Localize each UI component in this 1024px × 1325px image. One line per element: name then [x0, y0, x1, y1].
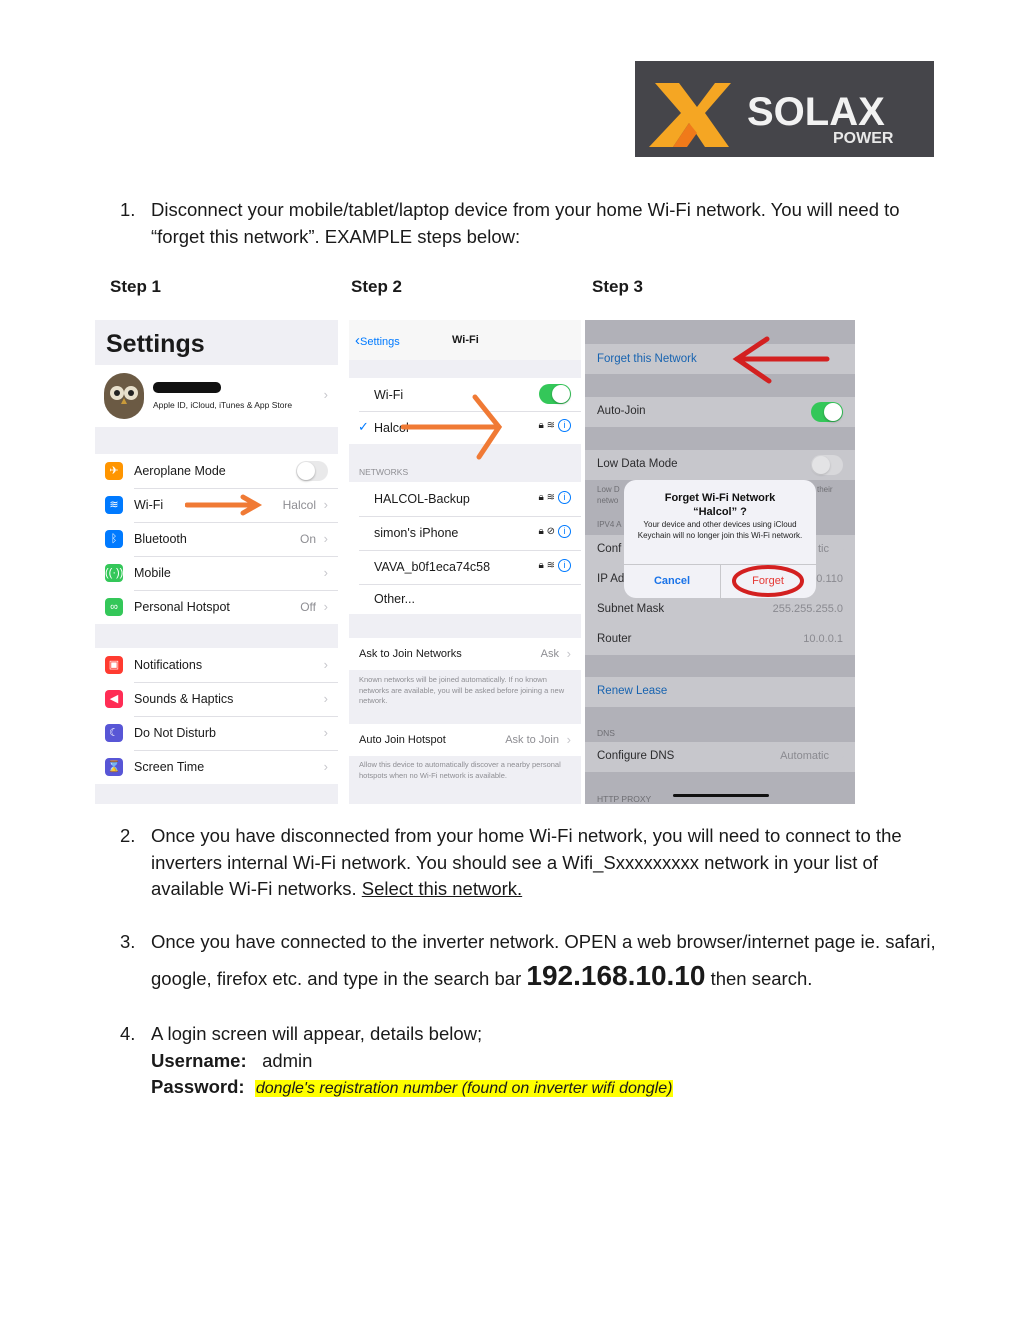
network-status-icons: 🔒︎ ≋ i	[539, 419, 571, 432]
list-number: 2.	[120, 825, 136, 846]
avatar	[104, 373, 144, 419]
row-label: Other...	[374, 592, 415, 606]
row-label: Low Data Mode	[597, 458, 678, 470]
row-label: Halcol	[374, 421, 409, 435]
renew-lease-link[interactable]: Renew Lease	[597, 685, 668, 697]
row-label: Aeroplane Mode	[134, 464, 226, 478]
low-data-row[interactable]	[585, 450, 855, 480]
password-label: Password:	[151, 1076, 245, 1097]
row-value: tic	[818, 543, 829, 555]
instruction-text: Once you have connected to the inverter network. OPEN a web browser/internet page ie. safari, google, firefox etc. and type in the search bar 192.168.10.10 then search.	[151, 931, 936, 991]
settings-row-notifications[interactable]	[95, 648, 338, 682]
forget-network-dialog	[624, 480, 816, 598]
info-icon[interactable]: i	[558, 491, 571, 504]
row-label: Screen Time	[134, 760, 205, 774]
info-icon[interactable]: i	[558, 525, 571, 538]
connected-network-row[interactable]	[349, 411, 581, 444]
row-value: 10.0.0.1	[803, 633, 843, 645]
row-label: Conf	[597, 543, 622, 555]
logo-sub-text: POWER	[833, 130, 894, 147]
row-label: Personal Hotspot	[134, 600, 230, 614]
auto-join-hotspot-note: Allow this device to automatically discover a nearby personal hotspots when no Wi-Fi network is available.	[359, 760, 561, 780]
wifi-icon: ≋	[105, 496, 123, 514]
password-line	[151, 1074, 950, 1103]
network-status-icons: 🔒︎ ⊘ i	[539, 525, 571, 538]
http-proxy-header: HTTP PROXY	[597, 794, 652, 804]
row-label: Notifications	[134, 658, 203, 672]
instruction-text: A login screen will appear, details below;	[151, 1023, 483, 1044]
network-row[interactable]	[349, 516, 581, 550]
obscured-text: Low D	[597, 485, 620, 494]
account-subtitle: Apple ID, iCloud, iTunes & App Store	[153, 400, 293, 410]
row-value: Ask to Join	[505, 734, 559, 746]
instruction-step-1	[120, 197, 950, 250]
wifi-screenshot	[349, 320, 581, 804]
redacted-name	[153, 382, 221, 393]
airplane-icon: ✈	[105, 462, 123, 480]
instruction-step-2	[120, 823, 950, 903]
wifi-toggle[interactable]	[539, 384, 571, 404]
ip-address: 192.168.10.10	[526, 960, 706, 991]
row-label: HALCOL-Backup	[374, 492, 470, 506]
row-value: Automatic	[780, 750, 829, 762]
chevron-right-icon: ›	[840, 749, 845, 764]
username-value: admin	[262, 1049, 313, 1071]
list-number: 3.	[120, 931, 136, 952]
orange-arrow-annotation	[185, 494, 267, 516]
row-label: Subnet Mask	[597, 603, 665, 615]
row-value: Halcol	[282, 498, 316, 512]
wifi-nav-bar	[349, 320, 581, 360]
hotspot-icon: ∞	[105, 598, 123, 616]
account-row[interactable]	[95, 365, 338, 427]
logo-brand-text: SOLAX	[747, 90, 885, 134]
hourglass-icon: ⌛	[105, 758, 123, 776]
dns-header: DNS	[597, 728, 615, 738]
settings-row-dnd[interactable]	[95, 716, 338, 750]
row-value: 0.110	[816, 573, 843, 585]
checkmark-icon: ✓	[358, 419, 369, 434]
auto-join-hotspot-row[interactable]	[349, 724, 581, 756]
chevron-right-icon: ›	[323, 691, 328, 706]
settings-row-mobile[interactable]	[95, 556, 338, 590]
router-row	[585, 625, 855, 655]
row-label: Configure DNS	[597, 750, 675, 762]
chevron-right-icon: ›	[323, 759, 328, 774]
row-label: Auto-Join	[597, 405, 646, 417]
password-value: dongle's registration number (found on inverter wifi dongle)	[255, 1080, 673, 1097]
instruction-step-3	[120, 929, 950, 996]
row-label: Ask to Join Networks	[359, 648, 462, 660]
red-arrow-annotation	[731, 335, 831, 387]
back-button[interactable]: ‹Settings	[355, 332, 400, 349]
info-icon[interactable]: i	[558, 559, 571, 572]
chevron-right-icon: ›	[323, 725, 328, 740]
step-1-label: Step 1	[110, 277, 162, 296]
auto-join-toggle[interactable]	[811, 402, 843, 422]
instruction-step-4	[120, 1021, 950, 1103]
subnet-row	[585, 595, 855, 625]
network-row-other[interactable]	[349, 584, 581, 614]
chevron-left-icon: ‹	[355, 332, 360, 349]
row-label: Sounds & Haptics	[134, 692, 234, 706]
network-row[interactable]	[349, 550, 581, 584]
row-value: Ask	[540, 648, 559, 660]
wifi-nav-title: Wi-Fi	[452, 334, 479, 346]
forget-network-row[interactable]	[585, 344, 855, 374]
red-circle-annotation	[730, 564, 806, 598]
home-indicator	[673, 794, 769, 797]
obscured-text: their	[817, 485, 833, 494]
username-line	[151, 1048, 950, 1075]
obscured-text: netwo	[597, 496, 619, 505]
speaker-icon: ◀	[105, 690, 123, 708]
row-label: Auto Join Hotspot	[359, 734, 446, 746]
settings-row-sounds[interactable]	[95, 682, 338, 716]
bluetooth-icon: ᛒ	[105, 530, 123, 548]
row-label: Mobile	[134, 566, 171, 580]
configure-dns-row[interactable]	[585, 742, 855, 772]
forget-network-link[interactable]: Forget this Network	[597, 353, 697, 365]
chevron-right-icon: ›	[323, 657, 328, 672]
chevron-right-icon: ›	[323, 497, 328, 512]
row-label: Wi-Fi	[134, 498, 164, 512]
instruction-text: Once you have disconnected from your home Wi-Fi network, you will need to connect to the inverters internal Wi-Fi network. You should see a Wifi_Sxxxxxxxxx network in your list of available Wi-Fi networks. Select this network.	[151, 825, 902, 899]
chevron-right-icon: ›	[323, 599, 328, 614]
network-status-icons: 🔒︎ ≋ i	[539, 491, 571, 504]
dialog-message: Your device and other devices using iCloud Keychain will no longer join this Wi-Fi network.	[637, 520, 803, 540]
row-label: Bluetooth	[134, 532, 187, 546]
ask-to-join-note: Known networks will be joined automatically. If no known networks are available, you will be asked before joining a new network.	[359, 675, 565, 705]
auto-join-row[interactable]	[585, 397, 855, 427]
settings-title: Settings	[106, 330, 205, 358]
solax-logo	[635, 61, 934, 157]
select-network-link[interactable]: Select this network.	[361, 878, 523, 899]
row-label: VAVA_b0f1eca74c58	[374, 560, 491, 574]
step-3-label: Step 3	[592, 277, 644, 296]
aeroplane-toggle[interactable]	[296, 461, 328, 481]
networks-header: NETWORKS	[359, 467, 409, 477]
instruction-text: Disconnect your mobile/tablet/laptop device from your home Wi-Fi network. You will need to “forget this network”. EXAMPLE steps below:	[151, 199, 900, 247]
ask-to-join-row[interactable]	[349, 638, 581, 670]
obscured-text: IPV4 A	[597, 520, 622, 529]
chevron-right-icon: ›	[323, 565, 328, 580]
settings-screenshot	[95, 320, 338, 804]
row-label: Wi-Fi	[374, 388, 404, 402]
settings-row-aeroplane[interactable]	[95, 454, 338, 488]
row-label: simon's iPhone	[374, 526, 459, 540]
row-label: Do Not Disturb	[134, 726, 216, 740]
renew-lease-row[interactable]	[585, 677, 855, 707]
settings-row-bluetooth[interactable]	[95, 522, 338, 556]
row-value: Off	[300, 600, 316, 614]
row-value: On	[299, 532, 316, 546]
username-label: Username:	[151, 1049, 247, 1071]
chevron-right-icon: ›	[566, 732, 571, 747]
chevron-right-icon: ›	[323, 387, 328, 402]
moon-icon: ☾	[105, 724, 123, 742]
chevron-right-icon: ›	[323, 531, 328, 546]
cancel-button[interactable]: Cancel	[653, 575, 691, 587]
dialog-title: Forget Wi-Fi Network “Halcol” ?	[664, 492, 776, 518]
network-detail-screenshot	[585, 320, 855, 804]
forget-button[interactable]: Forget	[752, 575, 784, 587]
chevron-right-icon: ›	[840, 542, 845, 557]
step-2-label: Step 2	[351, 277, 403, 296]
row-value: 255.255.255.0	[772, 603, 843, 615]
antenna-icon: ((·))	[105, 564, 123, 582]
settings-row-hotspot[interactable]	[95, 590, 338, 624]
network-status-icons: 🔒︎ ≋ i	[539, 559, 571, 572]
settings-row-wifi[interactable]	[95, 488, 338, 522]
chevron-right-icon: ›	[566, 646, 571, 661]
row-label: Router	[597, 633, 632, 645]
network-row[interactable]	[349, 482, 581, 516]
list-number: 4.	[120, 1023, 136, 1044]
notifications-icon: ▣	[105, 656, 123, 674]
orange-arrow-annotation	[401, 391, 507, 461]
info-icon[interactable]: i	[558, 419, 571, 432]
row-label: IP Ad	[597, 573, 625, 585]
settings-row-screentime[interactable]	[95, 750, 338, 784]
list-number: 1.	[120, 199, 136, 220]
low-data-toggle[interactable]	[811, 455, 843, 475]
